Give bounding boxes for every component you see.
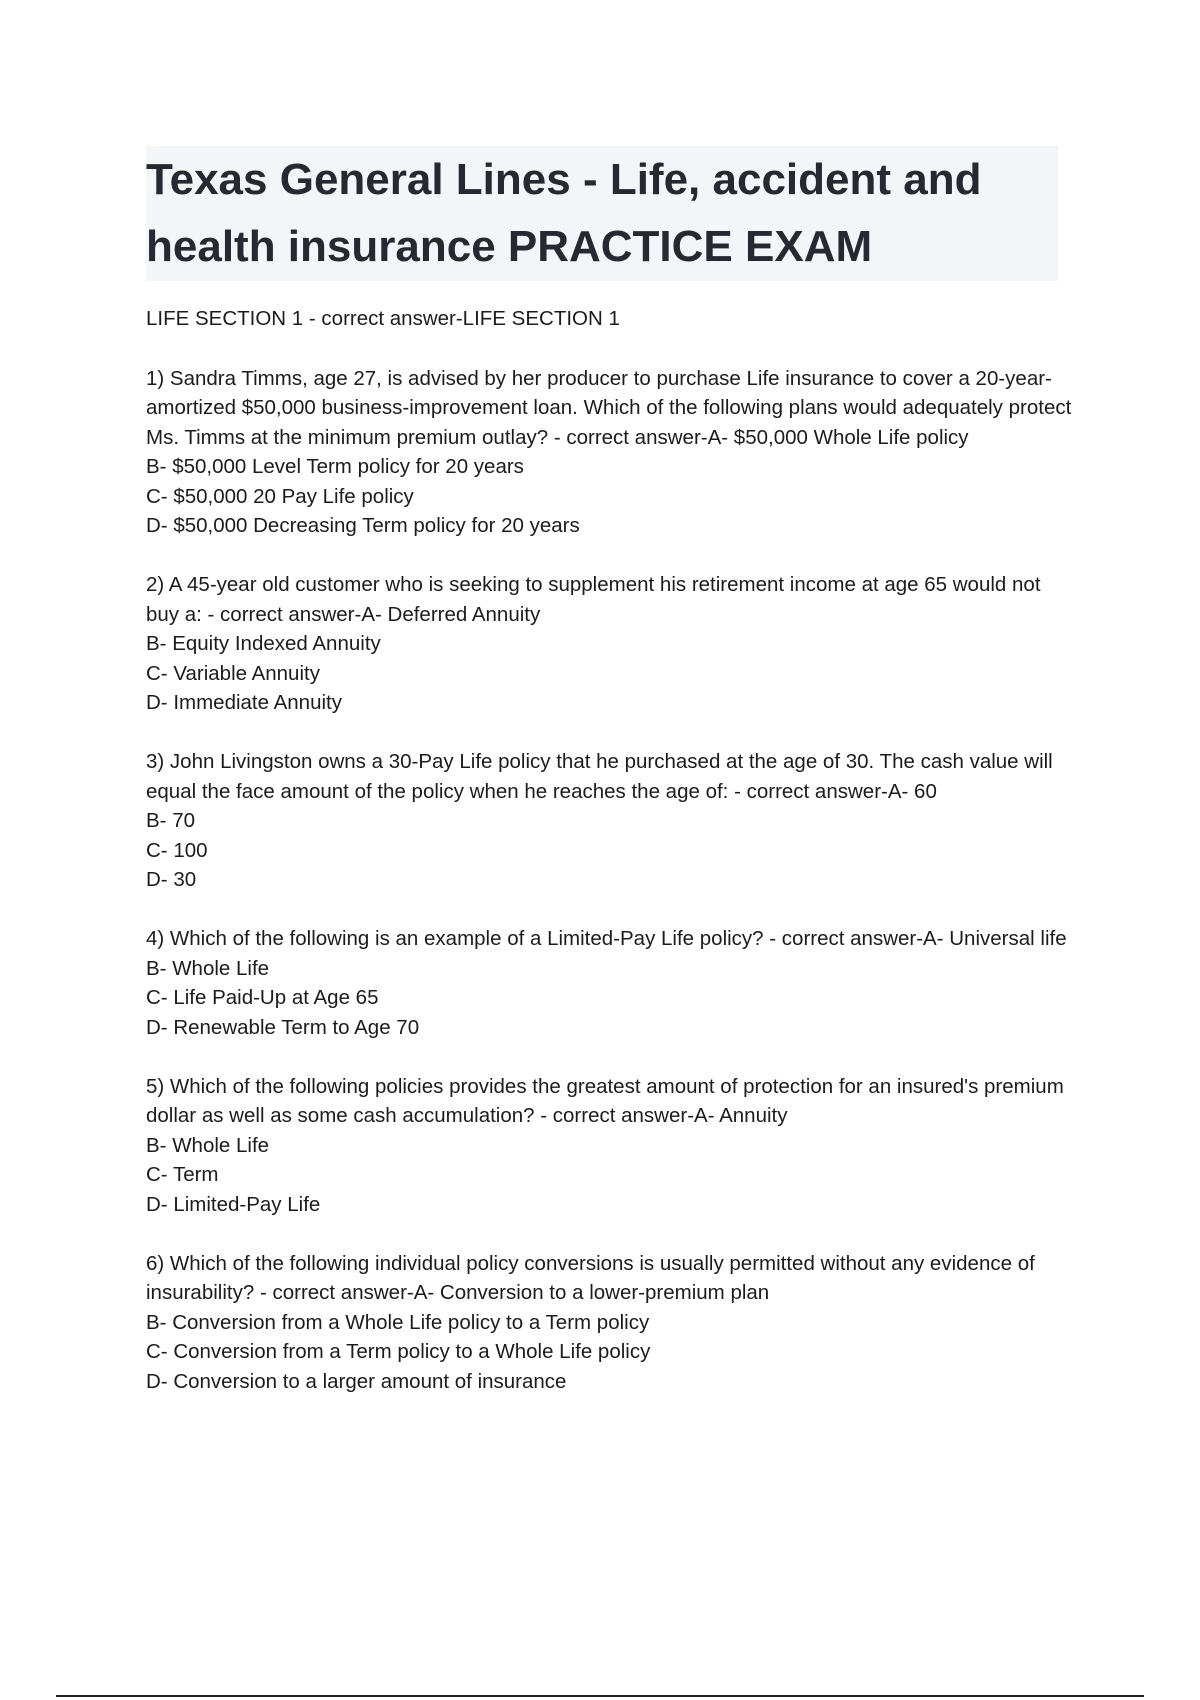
answer-option: C- Conversion from a Term policy to a Whole Life policy: [146, 1340, 651, 1363]
answer-option: C- 100: [146, 838, 208, 862]
answer-option: D- $50,000 Decreasing Term policy for 20 years: [146, 514, 580, 537]
answer-option: B- Whole Life: [146, 1133, 270, 1157]
question-4: [146, 924, 1076, 1042]
answer-option: D- Immediate Annuity: [146, 691, 342, 714]
answer-option: B- $50,000 Level Term policy for 20 years: [146, 455, 524, 478]
question-stem: 4) Which of the following is an example of a Limited-Pay Life policy? - correct answer-A- Universal life: [146, 927, 1067, 950]
answer-option: C- Life Paid-Up at Age 65: [146, 986, 379, 1009]
title-line-2: health insurance PRACTICE EXAM: [146, 222, 873, 271]
answer-option: D- Limited-Pay Life: [146, 1192, 321, 1216]
answer-option: C- Variable Annuity: [146, 661, 320, 685]
question-stem: 6) Which of the following individual policy conversions is usually permitted without any evidence of insurability? - correct answer-A- Conversion to a lower-premium plan: [146, 1251, 1035, 1304]
question-stem: 5) Which of the following policies provides the greatest amount of protection for an insured's premium dollar as well as some cash accumulation? - correct answer-A- Annuity: [146, 1074, 1064, 1127]
answer-option: C- Term: [146, 1163, 219, 1186]
answer-option: D- 30: [146, 868, 197, 891]
title-line-1: Texas General Lines - Life, accident and: [146, 155, 982, 204]
question-stem: 3) John Livingston owns a 30-Pay Life policy that he purchased at the age of 30. The cash value will equal the face amount of the policy when he reaches the age of: - correct answer-A- 60: [146, 750, 1053, 803]
footer-divider: [56, 1695, 1144, 1697]
document-title: [146, 146, 1058, 280]
answer-option: B- Equity Indexed Annuity: [146, 632, 381, 655]
question-2: [146, 570, 1076, 718]
title-banner: [146, 146, 1058, 281]
question-1: [146, 364, 1076, 541]
question-6: [146, 1249, 1076, 1397]
answer-option: D- Renewable Term to Age 70: [146, 1015, 420, 1039]
question-3: [146, 747, 1076, 895]
question-stem: 2) A 45-year old customer who is seeking to supplement his retirement income at age 65 would not buy a: - correct answer-A- Deferred Annuity: [146, 573, 1041, 626]
section-heading: LIFE SECTION 1 - correct answer-LIFE SECTION 1: [146, 307, 620, 330]
question-stem: 1) Sandra Timms, age 27, is advised by her producer to purchase Life insurance to cover a 20-year-amortized $50,000 business-improvement loan. Which of the following plans would adequately protect Ms. Timms at the minimum premium outlay? - correct answer-A- $50,000 Whole Life policy: [146, 366, 1072, 449]
question-5: [146, 1072, 1076, 1220]
document-body: [146, 304, 1076, 1426]
answer-option: B- 70: [146, 809, 195, 832]
answer-option: C- $50,000 20 Pay Life policy: [146, 484, 414, 508]
answer-option: B- Whole Life: [146, 956, 270, 980]
answer-option: D- Conversion to a larger amount of insurance: [146, 1369, 567, 1393]
answer-option: B- Conversion from a Whole Life policy to a Term policy: [146, 1310, 650, 1334]
